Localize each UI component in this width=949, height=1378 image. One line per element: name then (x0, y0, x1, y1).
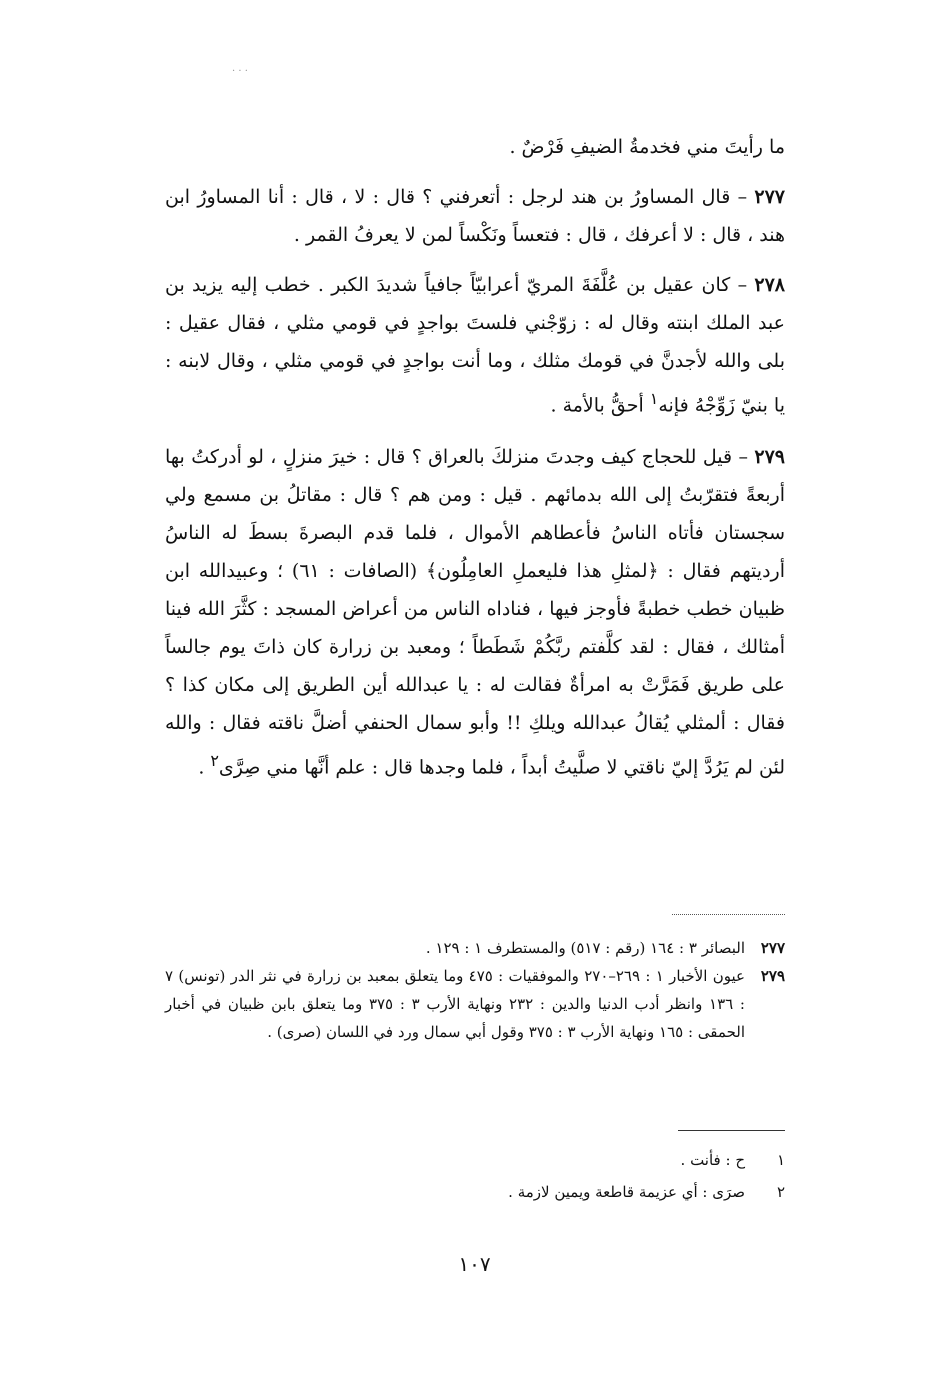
footnote-text: صرَى : أي عزيمة قاطعة ويمين لازمة . (508, 1183, 745, 1201)
footnote-marker: ١ (649, 389, 659, 408)
source-note (165, 934, 785, 962)
footnotes (165, 1144, 785, 1208)
footnote (165, 1144, 785, 1176)
entry-number: ٢٧٨ (754, 274, 785, 296)
intro-paragraph (165, 128, 785, 166)
entry-number: ٢٧٧ (754, 186, 785, 208)
footnote-number: ٢ (776, 1183, 785, 1201)
note-number: ٢٧٩ (760, 967, 785, 985)
entry-text: – قيل للحجاج كيف وجدتَ منزلكَ بالعراق ؟ قال : خيرَ منزلٍ ، لو أدركتُ بها أربعةً فتقرّبتُ إلى الله بدمائهم . قيل : ومن هم ؟ قال : مقاتلُ بن مسمع ولي سجستان فأتاه الناسُ فأعطاهم الأموال ، فلما قدم البصرةَ بسطَ له الناسُ أرديتهم فقال : ﴿لمثلِ هذا فليعملِ العامِلُون﴾ (الصافات : ٦١) ؛ وعبيدالله ابن ظبيان خطب خطبةً فأوجز فيها ، فناداه الناس من أعراض المسجد : كثَّرَ الله فينا أمثالك ، فقال : لقد كلَّفتم ربَّكُمْ شَطَطاً ؛ ومعبد بن زرارة كان ذاتَ يوم جالساً على طريق فَمَرَّتْ به امرأةٌ فقالت له : يا عبدالله أين الطريق إلى مكان كذا ؟ فقال : ألمثلي يُقالُ عبدالله ويلكِ !! وأبو سمال الحنفي أضلَّ ناقته فقال : والله لئن لم يَرُدَّ إليّ ناقتي لا صلَّيتُ أبداً ، فلما وجدها قال : علم أنَّها مني صِرَّى (165, 446, 785, 779)
entry-number: ٢٧٩ (754, 446, 786, 469)
intro-text: ما رأيتَ مني فخدمةُ الضيفِ فَرْضٌ . (509, 136, 785, 158)
footnote (165, 1176, 785, 1208)
entry-text-tail: . (198, 756, 205, 779)
entry-text-tail: أحقُّ بالأمة . (550, 394, 644, 417)
footnotes-separator (678, 1130, 785, 1131)
note-text: البصائر ٣ : ١٦٤ (رقم : ٥١٧) والمستطرف ١ : ١٢٩ . (425, 939, 745, 957)
paragraph-278 (165, 266, 785, 424)
main-text (165, 128, 785, 787)
footnote-number: ١ (776, 1151, 785, 1169)
paragraph-279 (165, 438, 785, 786)
footnote-marker: ٢ (210, 751, 219, 771)
scan-marks: · · · (232, 66, 248, 77)
page-number: ١٠٧ (458, 1252, 491, 1276)
note-text: عيون الأخبار ١ : ٢٦٩–٢٧٠ والموفقيات : ٤٧٥ وما يتعلق بمعبد بن زرارة في نثر الدر (تونس) ٧ : ١٣٦ وانظر أدب الدنيا والدين : ٢٣٢ ونهاية الأرب ٣ : ٣٧٥ وما يتعلق بابن ظبيان في أخبار الحمقى : ١٦٥ ونهاية الأرب ٣ : ٣٧٥ وقول أبي سمال ورد في اللسان (صرى) . (165, 967, 745, 1041)
source-note (165, 962, 785, 1046)
entry-text: – قال المساورُ بن هند لرجل : أتعرفني ؟ قال : لا ، قال : أنا المساورُ ابن هند ، قال : لا أعرفك ، قال : فتعساً ونَكْساً لمن لا يعرفُ القمر . (165, 186, 785, 246)
source-notes (165, 934, 785, 1046)
footnote-text: ح : فأنت . (680, 1151, 745, 1169)
note-number: ٢٧٧ (760, 939, 785, 957)
notes-separator (672, 914, 785, 915)
paragraph-277 (165, 178, 785, 254)
entry-text: – كان عقيل بن عُلَّفَةَ المريّ أعرابيّاً جافياً شديدَ الكبر . خطب إليه يزيد بن عبد الملك ابنته وقال له : زوّجْني فلستَ بواجدٍ في قومي مثلي ، فقال عقيل : بلى والله لأجدنَّ في قومك مثلك ، وما أنت بواجدٍ في قومي مثلي ، وقال لابنه : يا بنيّ زَوِّجْهُ فإنه (165, 274, 785, 417)
